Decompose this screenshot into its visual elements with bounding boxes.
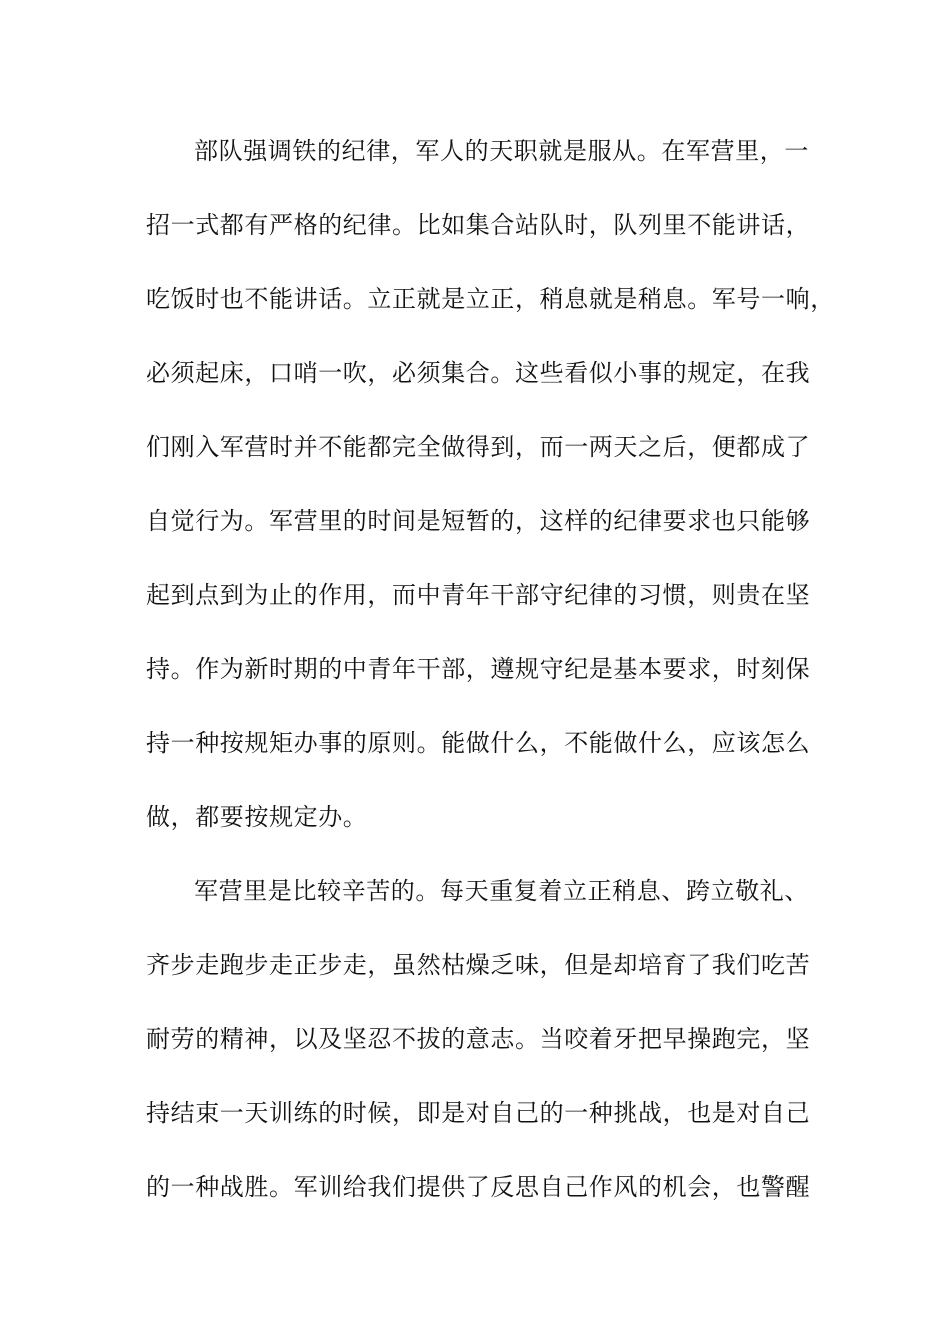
- paragraph-1-line-1: 部队强调铁的纪律，军人的天职就是服从。在军营里，一: [194, 137, 809, 165]
- paragraph-1-line-2: 招一式都有严格的纪律。比如集合站队时，队列里不能讲话，: [146, 211, 811, 239]
- paragraph-1-line-10: 做，都要按规定办。: [146, 803, 368, 831]
- paragraph-1-line-4: 必须起床，口哨一吹，必须集合。这些看似小事的规定，在我: [146, 359, 811, 387]
- paragraph-1-line-6: 自觉行为。军营里的时间是短暂的，这样的纪律要求也只能够: [146, 507, 811, 535]
- paragraph-1-line-9: 持一种按规矩办事的原则。能做什么，不能做什么，应该怎么: [146, 729, 811, 757]
- paragraph-2-line-3: 耐劳的精神，以及坚忍不拔的意志。当咬着牙把早操跑完，坚: [146, 1025, 811, 1053]
- paragraph-2-line-2: 齐步走跑步走正步走，虽然枯燥乏味，但是却培育了我们吃苦: [146, 951, 811, 979]
- paragraph-2-line-1: 军营里是比较辛苦的。每天重复着立正稍息、跨立敬礼、: [194, 877, 809, 905]
- paragraph-1-line-3: 吃饭时也不能讲话。立正就是立正，稍息就是稍息。军号一响，: [146, 285, 835, 313]
- paragraph-2-line-4: 持结束一天训练的时候，即是对自己的一种挑战，也是对自己: [146, 1099, 811, 1127]
- paragraph-1-line-5: 们刚入军营时并不能都完全做得到，而一两天之后，便都成了: [146, 433, 811, 461]
- paragraph-1-line-8: 持。作为新时期的中青年干部，遵规守纪是基本要求，时刻保: [146, 655, 811, 683]
- paragraph-2-line-5: 的一种战胜。军训给我们提供了反思自己作风的机会，也警醒: [146, 1173, 811, 1201]
- paragraph-1-line-7: 起到点到为止的作用，而中青年干部守纪律的习惯，则贵在坚: [146, 581, 811, 609]
